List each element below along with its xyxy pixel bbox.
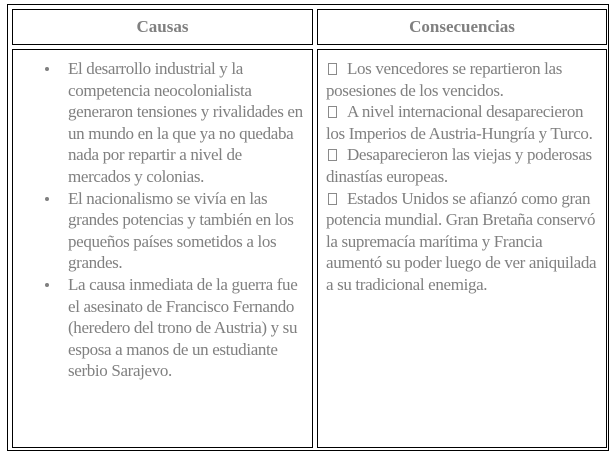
consecuencia-item: [326, 144, 602, 187]
causas-cell: [12, 49, 313, 448]
header-consecuencias-label: Consecuencias: [409, 17, 515, 36]
missing-glyph-box-icon: [328, 63, 337, 75]
causas-list: [13, 58, 312, 382]
consecuencia-item: [326, 101, 602, 144]
causa-item: [13, 58, 312, 188]
consecuencia-item: [326, 188, 602, 296]
consecuencias-list: [326, 58, 602, 296]
consecuencia-item: [326, 58, 602, 101]
missing-glyph-box-icon: [328, 149, 337, 161]
bullet-icon: [45, 197, 49, 201]
bullet-icon: [45, 67, 49, 71]
consecuencia-text: Desaparecieron las viejas y poderosas dinastías europeas.: [326, 145, 592, 186]
causa-text: El desarrollo industrial y la competencia neocolonialista generaron tensiones y rivalidades en un mundo en la que ya no quedaba nada por repartir a nivel de mercados y colonias.: [68, 59, 303, 186]
causa-text: El nacionalismo se vivía en las grandes potencias y también en los pequeños países sometidos a los grandes.: [68, 188, 294, 273]
consecuencia-text: Los vencedores se repartieron las posesiones de los vencidos.: [326, 59, 563, 100]
header-causas: [12, 9, 313, 45]
bullet-icon: [45, 283, 49, 287]
causa-text: La causa inmediata de la guerra fue el asesinato de Francisco Fernando (heredero del trono de Austria) y su esposa a manos de un estudiante serbio Sarajevo.: [68, 274, 298, 381]
consecuencia-text: Estados Unidos se afianzó como gran potencia mundial. Gran Bretaña conservó la supremacía marítima y Francia aumentó su poder luego de ver aniquilada a su tradicional enemiga.: [326, 188, 597, 294]
missing-glyph-box-icon: [328, 193, 337, 205]
header-consecuencias: [317, 9, 607, 45]
consecuencia-text: A nivel internacional desaparecieron los Imperios de Austria-Hungría y Turco.: [326, 102, 593, 143]
causa-item: [13, 188, 312, 274]
causa-item: [13, 274, 312, 382]
header-causas-label: Causas: [136, 17, 189, 36]
consecuencias-cell: [317, 49, 607, 448]
missing-glyph-box-icon: [328, 106, 337, 118]
